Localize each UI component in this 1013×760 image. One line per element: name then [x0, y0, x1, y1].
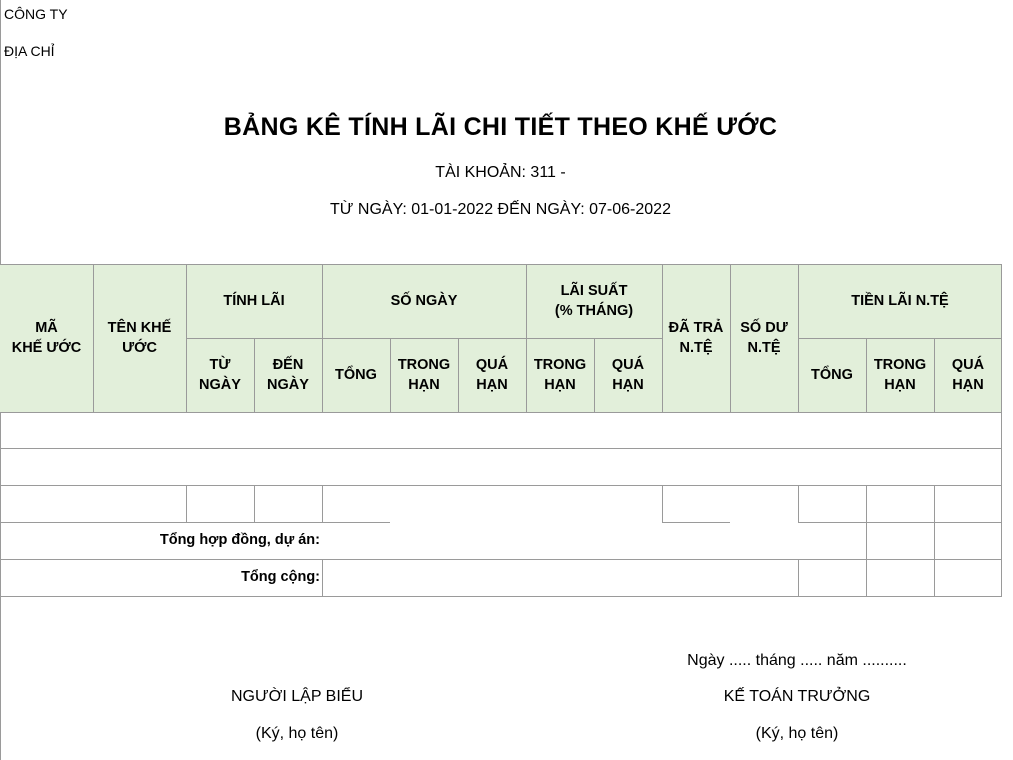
grid-line [0, 485, 1002, 486]
grid-line [390, 338, 391, 412]
grid-line [0, 448, 1002, 449]
grid-line [0, 412, 1002, 413]
header-so-ngay-tong: TỔNG [335, 367, 377, 383]
grid-line [322, 338, 662, 339]
grid-line [322, 485, 323, 522]
header-tinh-lai: TÍNH LÃI [223, 293, 285, 309]
header-den-ngay: ĐẾN NGÀY [267, 357, 309, 393]
grid-line [798, 522, 1002, 523]
grid-line [934, 522, 935, 596]
grid-line [798, 338, 1002, 339]
header-so-du: SỐ DƯ N.TỆ [740, 320, 788, 356]
header-lai-suat-trong-han: TRONG HẠN [533, 357, 587, 393]
header-lai-suat: LÃI SUẤT (% THÁNG) [554, 283, 634, 319]
header-so-ngay-qua-han: QUÁ HẠN [475, 357, 509, 393]
company-address: ĐỊA CHỈ [4, 43, 55, 59]
grid-line [934, 338, 935, 412]
grid-line [798, 485, 799, 522]
grid-line [1001, 264, 1002, 597]
grid-line [866, 485, 867, 522]
company-name: CÔNG TY [4, 6, 68, 22]
grid-line [0, 264, 1002, 265]
grid-line [526, 264, 527, 412]
grid-line [934, 485, 935, 522]
date-line: Ngày ..... tháng ..... năm .......... [687, 652, 907, 669]
subtotal-label: Tổng hợp đồng, dự án: [159, 532, 320, 548]
chief-accountant-note: (Ký, họ tên) [755, 725, 839, 742]
preparer-title: NGƯỜI LẬP BIỂU [230, 688, 363, 705]
grid-line [798, 559, 799, 596]
header-so-ngay: SỐ NGÀY [390, 293, 458, 309]
header-tien-lai-tong: TỔNG [811, 367, 853, 383]
grid-line [0, 559, 1002, 560]
header-lai-suat-qua-han: QUÁ HẠN [611, 357, 645, 393]
report-title: BẢNG KÊ TÍNH LÃI CHI TIẾT THEO KHẾ ƯỚC [223, 113, 778, 141]
grid-line [730, 264, 731, 412]
account-line: TÀI KHOẢN: 311 - [435, 164, 566, 181]
grid-line [254, 338, 255, 412]
header-tien-lai: TIỀN LÃI N.TỆ [851, 293, 949, 309]
grid-line [798, 264, 799, 412]
grid-line [662, 264, 663, 412]
grid-line [186, 485, 187, 522]
header-da-tra: ĐÃ TRẢ N.TỆ [668, 320, 724, 356]
grid-line [458, 338, 459, 412]
grid-line [254, 485, 255, 522]
grid-line [866, 522, 867, 596]
grid-line [322, 264, 323, 412]
header-ten-khe-uoc: TÊN KHẾ ƯỚC [107, 320, 172, 356]
header-so-ngay-trong-han: TRONG HẠN [397, 357, 451, 393]
chief-accountant-title: KẾ TOÁN TRƯỞNG [723, 688, 871, 705]
header-tien-lai-qua-han: QUÁ HẠN [951, 357, 985, 393]
header-ma-khe-uoc: MÃ KHẾ ƯỚC [11, 320, 82, 356]
date-range-line: TỪ NGÀY: 01-01-2022 ĐẾN NGÀY: 07-06-2022 [330, 201, 671, 218]
grid-line [0, 522, 390, 523]
total-label: Tổng cộng: [241, 569, 320, 585]
header-tien-lai-trong-han: TRONG HẠN [873, 357, 927, 393]
grid-line [186, 264, 187, 412]
grid-line [0, 596, 1002, 597]
header-tu-ngay: TỪ NGÀY [199, 357, 241, 393]
grid-line [662, 485, 663, 522]
grid-line [662, 522, 730, 523]
grid-line [93, 264, 94, 412]
grid-line [322, 559, 323, 596]
grid-line [866, 338, 867, 412]
preparer-note: (Ký, họ tên) [255, 725, 339, 742]
grid-line [594, 338, 595, 412]
